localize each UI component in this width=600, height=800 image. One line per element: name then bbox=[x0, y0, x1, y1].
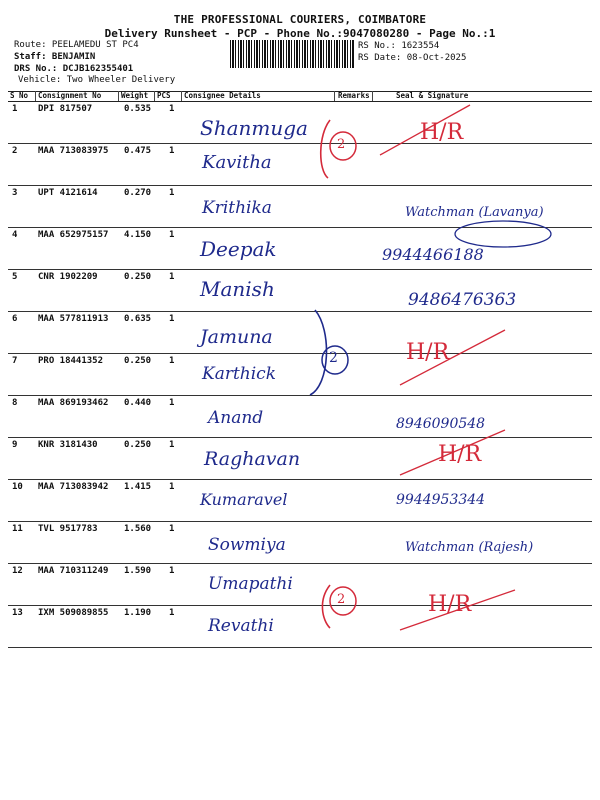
row-weight: 0.535 bbox=[124, 104, 152, 114]
row-sno: 2 bbox=[12, 146, 18, 156]
row-consignment: DPI 817507 bbox=[38, 104, 93, 114]
row-sno: 8 bbox=[12, 398, 18, 408]
row-seal: 9944953344 bbox=[396, 492, 486, 508]
row-sno: 5 bbox=[12, 272, 18, 282]
vehicle-label: Vehicle: Two Wheeler Delivery bbox=[18, 75, 176, 85]
row-consignment: CNR 1902209 bbox=[38, 272, 98, 282]
row-sno: 12 bbox=[12, 566, 23, 576]
row-consignee: Karthick bbox=[202, 364, 277, 384]
remark-number: 2 bbox=[329, 350, 338, 366]
row-consignment: UPT 4121614 bbox=[38, 188, 98, 198]
row-sno: 10 bbox=[12, 482, 23, 492]
route-label: Route: PEELAMEDU ST PC4 bbox=[14, 40, 139, 50]
seal-oval bbox=[455, 221, 551, 247]
row-pcs: 1 bbox=[169, 188, 175, 198]
col-remarks: Remarks bbox=[338, 91, 370, 100]
row-consignee: Revathi bbox=[208, 616, 274, 636]
row-consignment: TVL 9517783 bbox=[38, 524, 98, 534]
bracket-stroke bbox=[322, 585, 330, 628]
remark-number: 2 bbox=[337, 592, 346, 607]
row-weight: 0.250 bbox=[124, 440, 152, 450]
row-consignment: MAA 869193462 bbox=[38, 398, 109, 408]
row-seal: Watchman (Lavanya) bbox=[405, 205, 544, 220]
row-weight: 1.190 bbox=[124, 608, 152, 618]
row-pcs: 1 bbox=[169, 272, 175, 282]
rs-date: RS Date: 08-Oct-2025 bbox=[358, 53, 467, 63]
row-weight: 0.475 bbox=[124, 146, 152, 156]
row-pcs: 1 bbox=[169, 314, 175, 324]
row-consignment: MAA 713083942 bbox=[38, 482, 109, 492]
hr-mark: H/R bbox=[438, 442, 482, 467]
col-consignment: Consignment No bbox=[38, 91, 102, 100]
row-consignee: Sowmiya bbox=[208, 535, 286, 555]
row-consignment: MAA 652975157 bbox=[38, 230, 109, 240]
row-seal: Watchman (Rajesh) bbox=[405, 540, 534, 555]
row-weight: 0.250 bbox=[124, 356, 152, 366]
row-consignee: Kavitha bbox=[202, 152, 272, 173]
staff-label: Staff: BENJAMIN bbox=[14, 52, 96, 62]
row-pcs: 1 bbox=[169, 524, 175, 534]
row-sno: 7 bbox=[12, 356, 18, 366]
hr-mark: H/R bbox=[420, 120, 464, 145]
row-weight: 4.150 bbox=[124, 230, 152, 240]
col-weight: Weight bbox=[121, 91, 149, 100]
row-weight: 0.440 bbox=[124, 398, 152, 408]
row-pcs: 1 bbox=[169, 566, 175, 576]
row-pcs: 1 bbox=[169, 482, 175, 492]
row-consignee: Jamuna bbox=[200, 326, 273, 348]
row-sno: 3 bbox=[12, 188, 18, 198]
row-seal: 9486476363 bbox=[408, 290, 517, 310]
row-consignee: Anand bbox=[208, 408, 264, 428]
row-sno: 9 bbox=[12, 440, 18, 450]
row-pcs: 1 bbox=[169, 440, 175, 450]
row-weight: 1.415 bbox=[124, 482, 152, 492]
hr-mark: H/R bbox=[406, 340, 450, 365]
row-consignment: PRO 18441352 bbox=[38, 356, 104, 366]
row-sno: 4 bbox=[12, 230, 18, 240]
row-pcs: 1 bbox=[169, 104, 175, 114]
row-consignee: Manish bbox=[200, 277, 275, 301]
row-weight: 0.270 bbox=[124, 188, 152, 198]
col-seal-signature: Seal & Signature bbox=[396, 91, 469, 100]
row-sno: 11 bbox=[12, 524, 23, 534]
row-pcs: 1 bbox=[169, 356, 175, 366]
row-consignment: MAA 710311249 bbox=[38, 566, 109, 576]
bracket-stroke bbox=[321, 120, 330, 178]
rs-number: RS No.: 1623554 bbox=[358, 41, 440, 51]
drs-number: DRS No.: DCJB162355401 bbox=[14, 64, 134, 74]
row-pcs: 1 bbox=[169, 230, 175, 240]
row-consignment: KNR 3181430 bbox=[38, 440, 98, 450]
row-seal: 9944466188 bbox=[382, 245, 484, 264]
row-sno: 1 bbox=[12, 104, 18, 114]
remark-number: 2 bbox=[337, 137, 346, 152]
row-weight: 1.560 bbox=[124, 524, 152, 534]
row-pcs: 1 bbox=[169, 398, 175, 408]
col-sno: S No bbox=[10, 91, 29, 100]
hr-mark: H/R bbox=[428, 592, 472, 617]
row-consignment: IXM 509089855 bbox=[38, 608, 109, 618]
row-pcs: 1 bbox=[169, 146, 175, 156]
row-consignee: Deepak bbox=[200, 237, 277, 261]
col-pcs: PCS bbox=[157, 91, 171, 100]
runsheet-subtitle: Delivery Runsheet - PCP - Phone No.:9047080280 - Page No.:1 bbox=[104, 27, 496, 40]
row-weight: 0.635 bbox=[124, 314, 152, 324]
row-consignee: Umapathi bbox=[208, 574, 293, 594]
row-pcs: 1 bbox=[169, 608, 175, 618]
row-consignee: Krithika bbox=[202, 198, 272, 218]
document-title: THE PROFESSIONAL COURIERS, COIMBATORE bbox=[173, 13, 427, 26]
col-consignee: Consignee Details bbox=[184, 91, 261, 100]
row-sno: 6 bbox=[12, 314, 18, 324]
row-consignee: Shanmuga bbox=[200, 116, 308, 140]
row-consignee: Kumaravel bbox=[200, 490, 288, 509]
row-sno: 13 bbox=[12, 608, 23, 618]
row-weight: 1.590 bbox=[124, 566, 152, 576]
row-weight: 0.250 bbox=[124, 272, 152, 282]
row-seal: 8946090548 bbox=[396, 416, 486, 432]
row-consignment: MAA 577811913 bbox=[38, 314, 109, 324]
row-consignment: MAA 713083975 bbox=[38, 146, 109, 156]
row-consignee: Raghavan bbox=[204, 448, 301, 470]
